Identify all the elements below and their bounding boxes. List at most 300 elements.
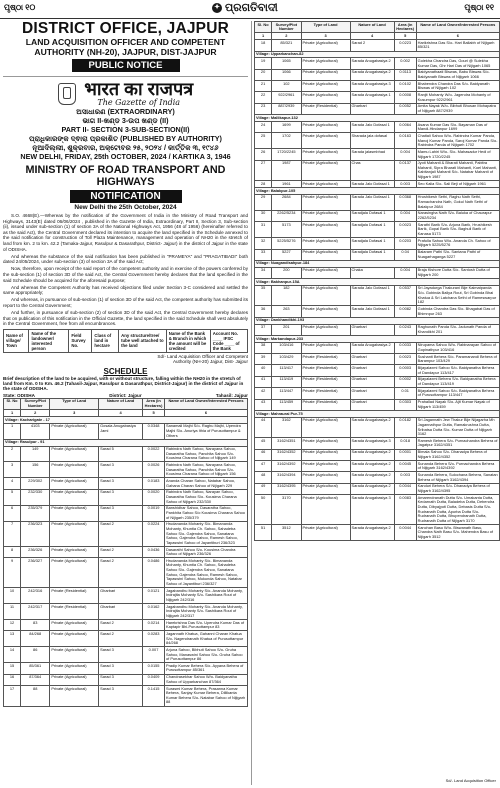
table-row: [255, 181, 500, 188]
brand-name: ପ୍ରଗତିବାଦୀ: [225, 2, 278, 14]
cell-nature: Saradjala Dofasal 1: [350, 222, 394, 238]
signature-block: [3, 354, 248, 365]
col-number: 5: [143, 410, 165, 417]
col-number: 2: [272, 33, 301, 40]
cell-nature: Gharbari: [350, 399, 394, 410]
cell-area: 0.0409: [143, 674, 165, 685]
cell-plot: 84/268: [21, 631, 50, 647]
cell-area: 0.004: [394, 267, 416, 278]
cell-sl: 4: [4, 478, 21, 489]
cell-plot: 242/316: [21, 588, 50, 604]
cell-type: Private (Agricultural): [301, 92, 350, 103]
village-name: Village: Mallikapur-132: [255, 115, 500, 122]
cell-sl: 41: [255, 376, 272, 387]
cell-sl: 45: [255, 438, 272, 449]
cell-owner: Bijayalaxmi Behera S/o- Baidyanatha Behera of Dandapur 113/419: [416, 376, 499, 387]
cell-area: 0.002: [394, 58, 416, 69]
cell-type: Private (Agricultural): [50, 619, 99, 630]
table-row: [255, 399, 500, 410]
col-number: 3: [301, 33, 350, 40]
cell-plot: 113/419: [272, 376, 301, 387]
cell-owner: Banshidhar Sahoo, Dasaratha Sahoo, Pankhita Sahoo S/o Kousima Charana Sahoo of Nijigarh 235/379: [165, 505, 248, 521]
cell-area: 0.0436: [143, 546, 165, 557]
cell-type: Private (Agricultural): [50, 462, 99, 478]
schedule-tahasil: Tahasil: Jajpur: [215, 392, 248, 398]
table-row: [4, 604, 248, 620]
cell-type: Private (Agricultural): [50, 505, 99, 521]
schedule-table-left: [3, 398, 248, 707]
table-row: [255, 222, 500, 238]
cell-owner: Surasmi Kumar Behera, Prasanna Kumar Behera, Sanjay Kumar Behera, Dillikanta Kumar Behera S/o- Natabar Sahoo of Nijigarh 88: [165, 686, 248, 707]
cell-sl: 10: [4, 588, 21, 604]
cell-owner: Raghunath Panda S/o- Jadunath Panda of Khandikhi 201: [416, 324, 499, 335]
cell-nature: Sarada Anugabasiya 2: [350, 461, 394, 472]
cell-sl: 19: [255, 58, 272, 69]
cell-nature: Gosala Anugabasiya Jami: [99, 423, 143, 439]
table-row: [255, 92, 500, 103]
cell-type: Private (Agricultural): [50, 647, 99, 663]
cell-area: 0.0162: [143, 604, 165, 620]
table-row: [255, 103, 500, 114]
body-paragraph: And whereas, in pursuance of sub-section (1) of section 3D of the said Act, the competent authority has submitted its report to the Central Government;: [3, 297, 248, 308]
col-header-plot: Survey/Plot Number: [21, 398, 50, 409]
page-number-left: ପୃଷ୍ଠା ୧୦: [4, 3, 36, 12]
cell-type: Private (Residential): [301, 376, 350, 387]
cell-type: Private (Agricultural): [301, 121, 350, 132]
mini-header: Any structure/tree/ tube well attached to the land: [119, 329, 167, 352]
table-row: [255, 69, 500, 80]
cell-sl: 32: [255, 238, 272, 249]
cell-plot: 201: [272, 324, 301, 335]
table-row: [255, 354, 500, 365]
cell-nature: Saradjala Dofasal 1: [350, 210, 394, 221]
cell-sl: 48: [255, 472, 272, 483]
cell-plot: 2684: [272, 194, 301, 210]
cell-owner: Chandrasekhar Sahoo W/o- Baidyanatha Sahoo of Upparkanchan 87/364: [165, 674, 248, 685]
cell-owner: Kanchan Basu W/o- Biswanath Basu, Chandra Nath Basu S/o- Mahendra Basu of Nijigarh 3512: [416, 524, 499, 540]
schedule-state: State: ODISHA: [3, 392, 35, 398]
cell-nature: Sarada Anugabasiya 2: [350, 342, 394, 353]
mini-header: Field Survey No.: [69, 329, 92, 352]
cell-sl: 5: [4, 489, 21, 505]
cell-plot: 2262/5234: [272, 210, 301, 221]
table-row: [4, 631, 248, 647]
cell-nature: Sarad 2: [99, 631, 143, 647]
col-header-type: Type of Land: [301, 22, 350, 33]
cell-owner: Bhabendra Chandra Das S/o- Baidyanath Biswas of Nijigarh 102: [416, 81, 499, 92]
cell-type: Private (Agricultural): [301, 461, 350, 472]
cell-plot: 1065: [272, 58, 301, 69]
cell-nature: Sarada Anugabasiya 2: [350, 417, 394, 438]
cell-sl: 23: [255, 103, 272, 114]
notification-date: New Delhi the 25th October, 2024: [74, 204, 177, 211]
col-header-owner: Name of Land Owner/Interested Persons: [416, 22, 499, 33]
col-number: 3: [50, 410, 99, 417]
cell-sl: 12: [4, 619, 21, 630]
cell-nature: Sarada Jalo Dofasal 1: [350, 194, 394, 210]
cell-owner: Jagabandhu Mohanty S/o- Ananda Mohanty, Indrajita Mohanty S/o- Sashikara Rout of Nijigarh 242/316: [165, 588, 248, 604]
table-row: [4, 521, 248, 546]
cell-area: 0.0022: [143, 446, 165, 462]
cell-nature: Sarad 2: [350, 40, 394, 51]
cell-sl: 28: [255, 181, 272, 188]
cell-type: Private (Residential): [50, 588, 99, 604]
cell-area: 0.0348: [143, 423, 165, 439]
village-name: Village: Kacharigate - 17: [4, 416, 248, 423]
mini-header: Class of land in hectare: [92, 329, 119, 352]
cell-nature: Sarada Anugabasiya 2: [350, 483, 394, 494]
cell-nature: Gharbari: [350, 324, 394, 335]
cell-area: 0.0102: [394, 81, 416, 92]
table-row: [255, 461, 500, 472]
gazette-line-5: ନୂଆଦିଲ୍ଲୀ, ଶୁକ୍ରବାର, ଅକ୍ଟୋବର ୨୫, ୨୦୨୪ / କାର୍ତ୍ତିକ ୩, ୧୯୪୬: [32, 143, 219, 152]
schedule-title: SCHEDULE: [103, 366, 148, 376]
cell-owner: Kanduri Behera S/o- Dhanadya Behera of Nijigarh 3162/4395: [416, 483, 499, 494]
cell-owner: Baidyanathaati Biswas, Babu Biswas S/o- Baidyanath Biswas of Nijigarh 1066: [416, 69, 499, 80]
cell-sl: 51: [255, 524, 272, 540]
cell-nature: Sarad 2: [99, 521, 143, 546]
village-row: [255, 260, 500, 267]
cell-sl: 47: [255, 461, 272, 472]
cell-nature: Saradjala Dofasal 1: [350, 249, 394, 260]
cell-plot: 235/379: [21, 505, 50, 521]
right-column: [251, 21, 500, 785]
cell-area: 0.0003: [394, 365, 416, 376]
cell-nature: Sarad 2: [99, 546, 143, 557]
cell-area: 0.0002: [394, 376, 416, 387]
table-row: [255, 495, 500, 525]
cell-sl: 33: [255, 249, 272, 260]
signature-line-1: Sd/- Land Acquisition Officer and Competent: [157, 353, 248, 359]
cell-type: Private (Residential): [301, 103, 350, 114]
footer-note: Sd/- Land Acquisition Officer: [445, 778, 496, 783]
cell-owner: Harekrishna Das S/o- Upendra Kumar Das of Kaptapir Bhi-Purusottampur 83: [165, 619, 248, 630]
cell-type: Private (Agricultural): [301, 267, 350, 278]
cell-area: 0.004: [394, 149, 416, 160]
cell-area: 0.004: [394, 210, 416, 221]
cell-sl: 17: [4, 686, 21, 707]
cell-plot: 887/2939: [272, 103, 301, 114]
table-row: [255, 121, 500, 132]
cell-type: Private (Agricultural): [301, 222, 350, 238]
cell-area: 0.0082: [394, 306, 416, 317]
cell-type: Private (Agricultural): [50, 631, 99, 647]
cell-nature: Sarada Jalo Dofasal 1: [350, 181, 394, 188]
village-row: [4, 416, 248, 423]
table-row: [4, 686, 248, 707]
cell-plot: 113/447: [272, 388, 301, 399]
cell-type: Private (Agricultural): [301, 181, 350, 188]
cell-area: 0.0163: [394, 133, 416, 149]
cell-area: 0.0137: [394, 160, 416, 181]
cell-plot: 922/2961: [272, 92, 301, 103]
cell-plot: 1720/2245: [272, 149, 301, 160]
cell-plot: 200: [272, 267, 301, 278]
cell-plot: 149: [21, 446, 50, 462]
cell-sl: 22: [255, 92, 272, 103]
body-paragraph: Now, therefore, upon receipt of the said report of the competent authority and in exercise of the powers conferred by the sub-section (1) of section 3D of the said Act, the Central Government hereby declares that the land specified in the said Schedule should be acquired for the aforesaid purpose;: [3, 266, 248, 283]
cell-plot: 232/330: [21, 489, 50, 505]
cell-sl: 26: [255, 149, 272, 160]
cell-nature: Sarad 3: [99, 478, 143, 489]
cell-plot: 3162/4395: [272, 483, 301, 494]
col-header-area: Area (in Hectares): [143, 398, 165, 409]
cell-nature: Gharbari: [99, 588, 143, 604]
cell-sl: 29: [255, 194, 272, 210]
gazette-line-2: ଭାଗ II-ଖଣ୍ଡ 3-ଉପ ଖଣ୍ଡ (II): [82, 116, 169, 125]
cell-area: 0.0064: [394, 121, 416, 132]
table-row: [4, 423, 248, 439]
cell-area: 0.0044: [394, 483, 416, 494]
cell-type: Private (Agricultural): [50, 423, 99, 439]
left-column: [3, 21, 248, 785]
cell-plot: 103/429: [272, 354, 301, 365]
table-row: [255, 133, 500, 149]
cell-owner: Bijayalaxmi Sahoo S/o- Baidyanatha Behera of Purusottampur 113/447: [416, 388, 499, 399]
cell-area: 0.0214: [143, 619, 165, 630]
cell-nature: Sarad 2: [99, 558, 143, 588]
cell-plot: 263: [272, 306, 301, 317]
village-name: Village: Markandapur-233: [255, 335, 500, 342]
cell-type: Private (Agricultural): [50, 521, 99, 546]
cell-owner: Seo Kalia S/o- Sali Beji of Nijigarh 1961: [416, 181, 499, 188]
cell-type: Private (Residential): [301, 354, 350, 365]
cell-owner: Jagannath Khatua, Gahanni Charan Khatua S/o- Nagendranath Khatua of Purusottampur 84/268: [165, 631, 248, 647]
cell-type: Private (Agricultural): [301, 449, 350, 460]
cell-plot: 85/361: [21, 663, 50, 674]
cell-owner: Ananda Charan Sahoo, Natabar Sahoo, Gahana Charan Sahoo of Nijigarh 229: [165, 478, 248, 489]
cell-sl: 2: [4, 446, 21, 462]
gazette-line-4: ପ୍ରାଧିକାରଙ୍କ ଦ୍ଵାରା ପ୍ରକାଶିତ (PUBLISHED BY AUTHORITY): [29, 134, 222, 143]
schedule-subtitle: Brief description of the land to be acquired, with or without structure, falling within the NH20 in the stretch of land from Km. 0 to Km. 46.2 (Tahasil-Jajpur, Rasulpur & Dasarathpur, District-Jajpur) in the district of Jajpur in the state of ODISHA.: [3, 375, 244, 392]
cell-owner: Sunanda Behera S/o- Purnachandra Behera of Nijigarh 3162/4392: [416, 461, 499, 472]
cell-plot: 113/417: [272, 365, 301, 376]
notification-body: [3, 213, 248, 327]
ad-subtitle-1: LAND ACQUISITION OFFICER AND COMPETENT: [25, 37, 226, 47]
mini-header: Account No. ____ IFSC Code ____ of the Bank: [210, 329, 247, 352]
cell-type: Private (Agricultural): [301, 438, 350, 449]
village-name: Village: Rasulpur - 91: [4, 439, 248, 446]
cell-type: Private (Agricultural): [301, 417, 350, 438]
cell-nature: Sarada Jalo Dofasal 1: [350, 121, 394, 132]
cell-owner: Harikrishna Das S/o- Hari Ballabh of Nijigarh 85/321: [416, 40, 499, 51]
cell-type: Private (Residential): [301, 399, 350, 410]
cell-plot: 3162/4352: [272, 449, 301, 460]
cell-owner: Golekha Chandra Das, Gouri @ Sulekha Kumar Das, Ghr Hari Das of Nijigarh 1065: [416, 58, 499, 69]
table-row: [255, 249, 500, 260]
table-row: [255, 40, 500, 51]
table-row: [255, 149, 500, 160]
col-header-sl: Sl. No: [4, 398, 21, 409]
cell-type: Private (Agricultural): [301, 342, 350, 353]
ad-title: DISTRICT OFFICE, JAJPUR: [22, 21, 229, 37]
table-row: [255, 417, 500, 438]
cell-plot: 3162/4392: [272, 461, 301, 472]
cell-type: Private (Residential): [301, 388, 350, 399]
cell-owner: Rabindra Nath Sahoo, Narayana Sahoo, Dasaratha Sahoo, Panchita Sahoo S/o-Kousima Charana Sahoo of Nijigarh 156: [165, 462, 248, 478]
gazette-line-6: NEW DELHI, FRIDAY, 25th OCTOBER, 2024 / KARTIKA 3, 1946: [20, 152, 231, 161]
cell-owner: Mamu Lahiri W/o- S/o- Mahasadur Hedi of Nijigarh 1720/2245: [416, 149, 499, 160]
cell-owner: Dasarathi Sahoo S/o- Kousima Chandra Sahoo of Nijigarh 236/326: [165, 546, 248, 557]
cell-type: Private (Agricultural): [50, 663, 99, 674]
cell-nature: Sarad 3: [99, 647, 143, 663]
cell-owner: Ramesh Behera S/o- Purnachandra Behera of Jagatpur 3162/4351: [416, 438, 499, 449]
cell-nature: Sarad 3: [99, 663, 143, 674]
cell-owner: Narasingha Nath S/o- Baluka of Chaurapur 2262/5234: [416, 210, 499, 221]
table-row: [4, 462, 248, 478]
cell-area: 0.0155: [143, 663, 165, 674]
cell-area: 0.0183: [143, 478, 165, 489]
cell-owner: Hrushikesh Sethi, Raghu Nath Sethi, Ramachandra Nath, Gokul Nath Sethi of Balakpur 2684: [416, 194, 499, 210]
cell-nature: Sarad 2: [99, 619, 143, 630]
cell-owner: Hrudananda Mohanty S/o- Bimananda Mohanty, Khuntia Ch. Sahoo, Sahadeba Sahoo S/o- Gajendra Sahoo, Sanatana Sahoo, Gajendra Sahoo, Ramesh Sahoo, Tapaswini Sahoo of Jayantiburi 236/323: [165, 521, 248, 546]
cell-nature: Sarad 3: [99, 505, 143, 521]
village-row: [255, 51, 500, 58]
cell-sl: 31: [255, 222, 272, 238]
cell-owner: Hrudananda Mohanty S/o- Bimananda Mohanty, Khuntia Ch. Sahoo, Sahadeba Sahoo S/o- Gajendra Sahoo, Sanatana Sahoo, Gajendra Sahoo, Ramesh Sahoo, Tapaswini Sahoo, Mukunda Sahoo, Natabar Sahoo of Jayantiburi 236/327: [165, 558, 248, 588]
cell-area: 0.0486: [143, 558, 165, 588]
gazette-line-1: ଅସାଧାରଣ (EXTRAORDINARY): [76, 107, 175, 116]
cell-type: Private (Agricultural): [301, 472, 350, 483]
cell-sl: 9: [4, 558, 21, 588]
cell-plot: 3170: [272, 495, 301, 525]
cell-nature: Sarada Anugabasiya 3: [350, 495, 394, 525]
cell-owner: Jagabandhu Mohanty S/o- Ananda Mohanty, Indrajita Mohanty S/o- Sashikara Rout of Nijigarh 242/317: [165, 604, 248, 620]
cell-type: Private (Agricultural): [50, 546, 99, 557]
cell-plot: 3162/4351: [272, 438, 301, 449]
cell-area: 0.0020: [143, 489, 165, 505]
cell-type: Private (Agricultural): [301, 149, 350, 160]
cell-sl: 44: [255, 417, 272, 438]
cell-plot: 102: [272, 81, 301, 92]
cell-plot: 156: [21, 462, 50, 478]
cell-area: 0.1415: [143, 686, 165, 707]
table-row: [4, 478, 248, 489]
cell-area: 0.0121: [143, 588, 165, 604]
cell-plot: 85/321: [272, 40, 301, 51]
village-name: Village: Bakhanpur-15A: [255, 279, 500, 286]
cell-nature: Sarada Anugabasiya 3: [350, 81, 394, 92]
cell-area: 0.04: [394, 249, 416, 260]
cell-area: 0.0182: [394, 417, 416, 438]
cell-sl: 39: [255, 354, 272, 365]
cell-sl: 3: [4, 462, 21, 478]
cell-owner: Amita Nayak W/o- Bibhuti Bhusan Mohapatra of Nijigarh 887/2939: [416, 103, 499, 114]
cell-nature: Sarad 3: [99, 489, 143, 505]
table-row: [255, 324, 500, 335]
col-number: 6: [416, 33, 499, 40]
table-row: [4, 663, 248, 674]
cell-type: Private (Agricultural): [301, 160, 350, 181]
cell-type: Private (Agricultural): [50, 446, 99, 462]
cell-type: Private (Agricultural): [301, 249, 350, 260]
cell-area: 0.0243: [394, 324, 416, 335]
table-row: [4, 674, 248, 685]
cell-nature: Sarad 3: [99, 674, 143, 685]
public-notice-banner: PUBLIC NOTICE: [72, 59, 180, 72]
cell-type: Private (Agricultural): [50, 489, 99, 505]
table-row: [255, 388, 500, 399]
cell-plot: 86: [21, 647, 50, 663]
table-row: [255, 449, 500, 460]
col-number: 1: [255, 33, 272, 40]
table-row: [255, 160, 500, 181]
cell-type: Private (Agricultural): [301, 524, 350, 540]
cell-nature: Gharbari: [350, 103, 394, 114]
cell-area: 0.007: [143, 647, 165, 663]
cell-sl: 8: [4, 546, 21, 557]
village-name: Village: Balakpur-105: [255, 188, 500, 195]
cell-area: 0.018: [394, 438, 416, 449]
cell-area: 0.0223: [394, 40, 416, 51]
cell-area: 0.0537: [394, 285, 416, 306]
col-header-type: Type of Land: [50, 398, 99, 409]
cell-type: Private (Agricultural): [301, 58, 350, 69]
table-row: [255, 483, 500, 494]
cell-plot: 182: [272, 285, 301, 306]
cell-owner: Braja Kishore Dutta S/o- Santosh Dutta of Nijigarh 200: [416, 267, 499, 278]
cell-owner: Sanamali Majhi S/o- Raghu Majhi, Upendra Majhi S/o- Anuriya Ithia of Purusottampur & Others: [165, 423, 248, 439]
cell-nature: Gharbari: [350, 354, 394, 365]
table-row: [255, 342, 500, 353]
cell-plot: 5227: [272, 249, 301, 260]
col-header-owner: Name of Land Owner/Interested Persons: [165, 398, 248, 409]
cell-sl: 42: [255, 388, 272, 399]
cell-sl: 15: [4, 663, 21, 674]
cell-type: Private (Agricultural): [301, 495, 350, 525]
cell-type: Private (Agricultural): [50, 558, 99, 588]
cell-owner: Chaitali Sahoo W/o- Rabindra Kumar Panda, Manoj Kumar Panda, Saroj Kumar Panda S/o- Rabindra Panda of Nijigarh 1702: [416, 133, 499, 149]
cell-plot: 242/317: [21, 604, 50, 620]
cell-plot: 236/323: [21, 521, 50, 546]
cell-nature: Gharbari: [350, 365, 394, 376]
cell-sl: 11: [4, 604, 21, 620]
gazette-hindi-title: भारत का राजपत्र: [84, 79, 194, 99]
cell-owner: Balaram Pathi S/o- Santana Pathi of Nuagarhaganga 5227: [416, 249, 499, 260]
cell-sl: 14: [4, 647, 21, 663]
cell-owner: Bijayalaxmi Sahoo S/o- Baidyanatha Behera of Dandapur 113/417: [416, 365, 499, 376]
col-number: 4: [99, 410, 143, 417]
cell-type: Private (Agricultural): [301, 210, 350, 221]
cell-type: Private (Agricultural): [301, 69, 350, 80]
national-emblem-icon: [58, 83, 76, 105]
table-row: [255, 306, 500, 317]
body-paragraph: And whereas the substance of the said notification has been published in "PRAMEYA" and "PRAGATIBADI" both dated 24/05/2024, under sub-section (3) of section 3A of the said Act;: [3, 253, 248, 265]
cell-owner: Sunanda Behera, Sulochana Behera, Sanatan Behera of Nijigarh 3162/4394: [417, 472, 498, 482]
table-row: [255, 267, 500, 278]
cell-area: 0.0368: [394, 194, 416, 210]
mini-header: Name of village/ Town: [4, 329, 29, 352]
body-paragraph: S.O. 4668(E).—Whereas by the notification of the Government of India in the Ministry of Road Transport and Highways, 3143(E) dated 06/06/2024 , published in the Gazette of India, Extraordinary, Part II, Section 3, Sub-section (ii), issued under sub-section (1) of section 3A of the National Highways Act, 1956 (48 of 1956) (hereinafter referred to as the said Act), the Central Government declared its intention to acquire the land specified in the Schedule annexed to the said notification for construction of Toll Plaza Maintenance, management and operation of NH20 in the stretch of land from km. 2 to km. 42.2 (Tamaka-Jajpur, Rasulpur & Dasarathpur, District- Jajpur) in the district of Jajpur in the state of ODISHA.: [3, 213, 248, 252]
table-row: [255, 81, 500, 92]
table-row: [255, 376, 500, 387]
cell-sl: 43: [255, 399, 272, 410]
village-name: Village: Upparkanchan-82: [255, 51, 500, 58]
cell-sl: 30: [255, 210, 272, 221]
cell-area: 0.0019: [143, 505, 165, 521]
cell-nature: Gharbari: [350, 376, 394, 387]
cell-type: Private (Agricultural): [301, 40, 350, 51]
cell-plot: 236/326: [21, 546, 50, 557]
cell-nature: Sarada Anugabasiya 2: [350, 472, 394, 483]
cell-plot: 236/327: [21, 558, 50, 588]
cell-area: 0.0224: [143, 521, 165, 546]
col-header-plot: Survey/Plot Number: [272, 22, 301, 33]
gazette-header: [3, 76, 248, 107]
ad-subtitle-2: AUTHORITY (NH-20), JAJPUR, DIST-JAJPUR: [34, 47, 217, 57]
cell-area: 0.01: [394, 388, 416, 399]
newspaper-brand: [212, 2, 278, 15]
